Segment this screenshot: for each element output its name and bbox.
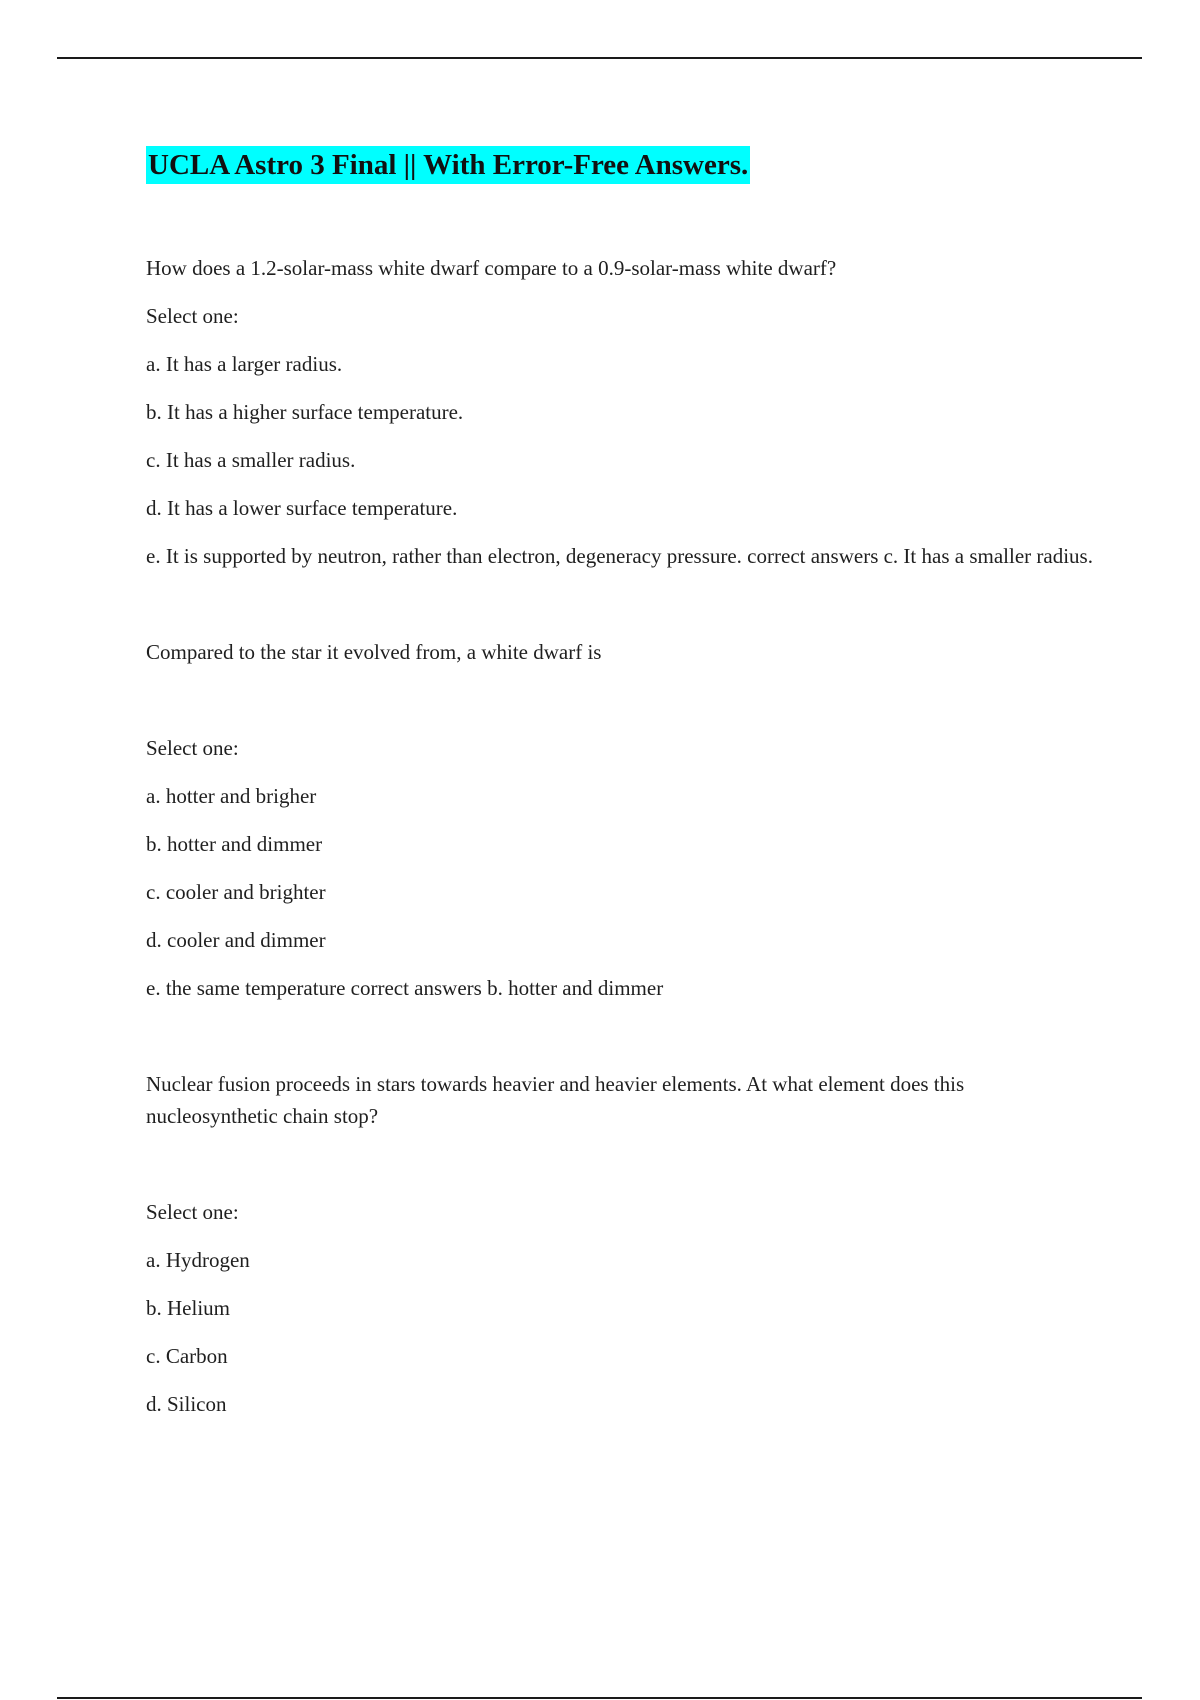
option-a: a. Hydrogen xyxy=(146,1248,250,1272)
document-title: UCLA Astro 3 Final || With Error-Free Answers. xyxy=(146,146,750,184)
question-3 xyxy=(146,1068,1096,1420)
question-1 xyxy=(146,252,1096,572)
document-body xyxy=(146,146,1096,1420)
top-rule xyxy=(57,57,1142,59)
question-text: How does a 1.2-solar-mass white dwarf compare to a 0.9-solar-mass white dwarf? xyxy=(146,256,837,280)
option-d: d. cooler and dimmer xyxy=(146,928,326,952)
option-e-with-answer: e. the same temperature correct answers b. hotter and dimmer xyxy=(146,976,664,1000)
question-text: Nuclear fusion proceeds in stars towards heavier and heavier elements. At what element does this nucleosynthetic chain stop? xyxy=(146,1072,965,1128)
question-text: Compared to the star it evolved from, a white dwarf is xyxy=(146,640,602,664)
option-b: b. It has a higher surface temperature. xyxy=(146,400,464,424)
option-d: d. It has a lower surface temperature. xyxy=(146,496,458,520)
select-one-label: Select one: xyxy=(146,304,239,328)
option-c: c. cooler and brighter xyxy=(146,880,326,904)
bottom-rule xyxy=(57,1697,1142,1699)
option-a: a. It has a larger radius. xyxy=(146,352,343,376)
select-one-label: Select one: xyxy=(146,1200,239,1224)
option-a: a. hotter and brigher xyxy=(146,784,317,808)
option-b: b. hotter and dimmer xyxy=(146,832,323,856)
option-c: c. Carbon xyxy=(146,1344,228,1368)
option-e-with-answer: e. It is supported by neutron, rather than electron, degeneracy pressure. correct answers c. It has a smaller radius. xyxy=(146,544,1093,568)
select-one-label: Select one: xyxy=(146,736,239,760)
question-2 xyxy=(146,636,1096,1004)
option-d: d. Silicon xyxy=(146,1392,227,1416)
option-c: c. It has a smaller radius. xyxy=(146,448,356,472)
option-b: b. Helium xyxy=(146,1296,230,1320)
